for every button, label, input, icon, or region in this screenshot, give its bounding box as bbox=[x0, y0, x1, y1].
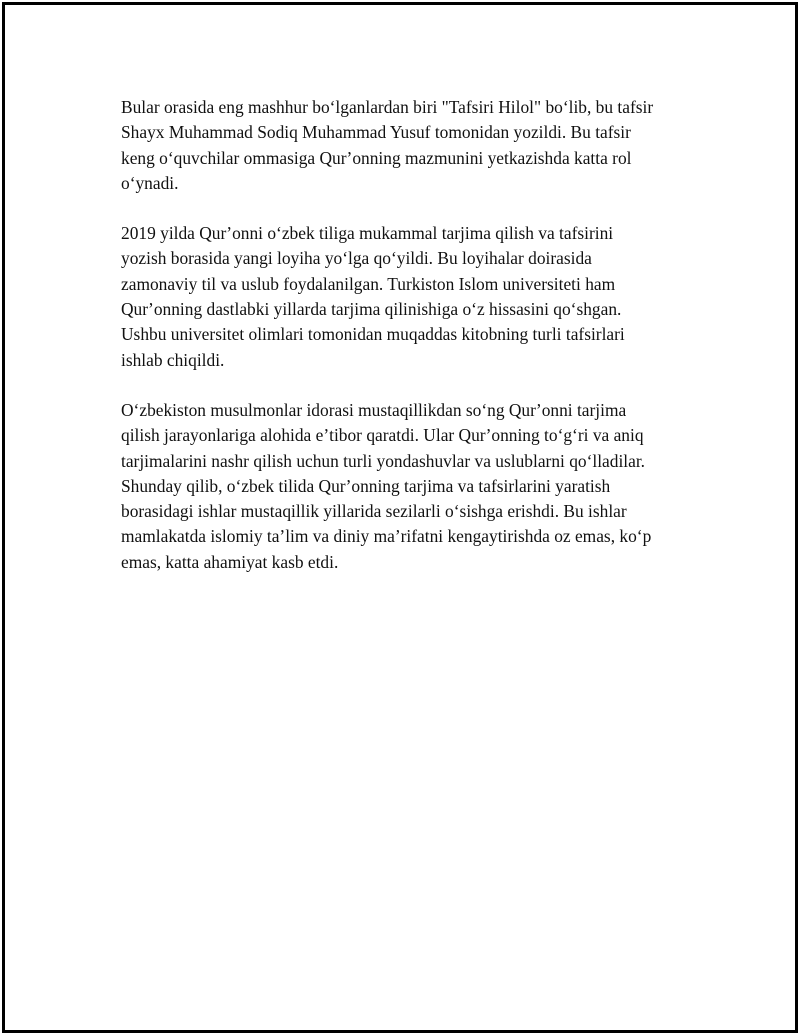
text-line: borasidagi ishlar mustaqillik yillarida sezilarli oʻsishga erishdi. Bu ishlar bbox=[121, 501, 627, 522]
paragraph-3 bbox=[121, 398, 696, 575]
paragraph-2 bbox=[121, 221, 696, 373]
document-body bbox=[121, 95, 696, 600]
text-line: zamonaviy til va uslub foydalanilgan. Turkiston Islom universiteti ham bbox=[121, 273, 616, 294]
text-line: oʻynadi. bbox=[121, 172, 179, 193]
document-page bbox=[2, 2, 798, 1033]
text-line: yozish borasida yangi loyiha yoʻlga qoʻyildi. Bu loyihalar doirasida bbox=[121, 248, 592, 269]
text-line: Oʻzbekiston musulmonlar idorasi mustaqillikdan soʻng Qurʼonni tarjima bbox=[121, 399, 627, 420]
text-line: Shayx Muhammad Sodiq Muhammad Yusuf tomonidan yozildi. Bu tafsir bbox=[121, 122, 631, 143]
text-line: mamlakatda islomiy taʼlim va diniy maʼrifatni kengaytirishda oz emas, koʻp bbox=[121, 526, 652, 547]
text-line: 2019 yilda Qurʼonni oʻzbek tiliga mukammal tarjima qilish va tafsirini bbox=[121, 223, 614, 244]
text-line: Ushbu universitet olimlari tomonidan muqaddas kitobning turli tafsirlari bbox=[121, 324, 625, 345]
text-line: Bular orasida eng mashhur boʻlganlardan biri "Tafsiri Hilol" boʻlib, bu tafsir bbox=[121, 97, 654, 117]
text-line: tarjimalarini nashr qilish uchun turli yondashuvlar va uslublarni qoʻlladilar. bbox=[121, 450, 646, 471]
text-line: qilish jarayonlariga alohida eʼtibor qaratdi. Ular Qurʼonning toʻgʻri va aniq bbox=[121, 425, 644, 446]
text-line: ishlab chiqildi. bbox=[121, 349, 225, 370]
paragraph-1 bbox=[121, 95, 696, 196]
text-line: Qurʼonning dastlabki yillarda tarjima qilinishiga oʻz hissasini qoʻshgan. bbox=[121, 299, 622, 320]
text-line: Shunday qilib, oʻzbek tilida Qurʼonning tarjima va tafsirlarini yaratish bbox=[121, 475, 611, 496]
text-line: keng oʻquvchilar ommasiga Qurʼonning mazmunini yetkazishda katta rol bbox=[121, 147, 632, 168]
text-line: emas, katta ahamiyat kasb etdi. bbox=[121, 551, 339, 572]
